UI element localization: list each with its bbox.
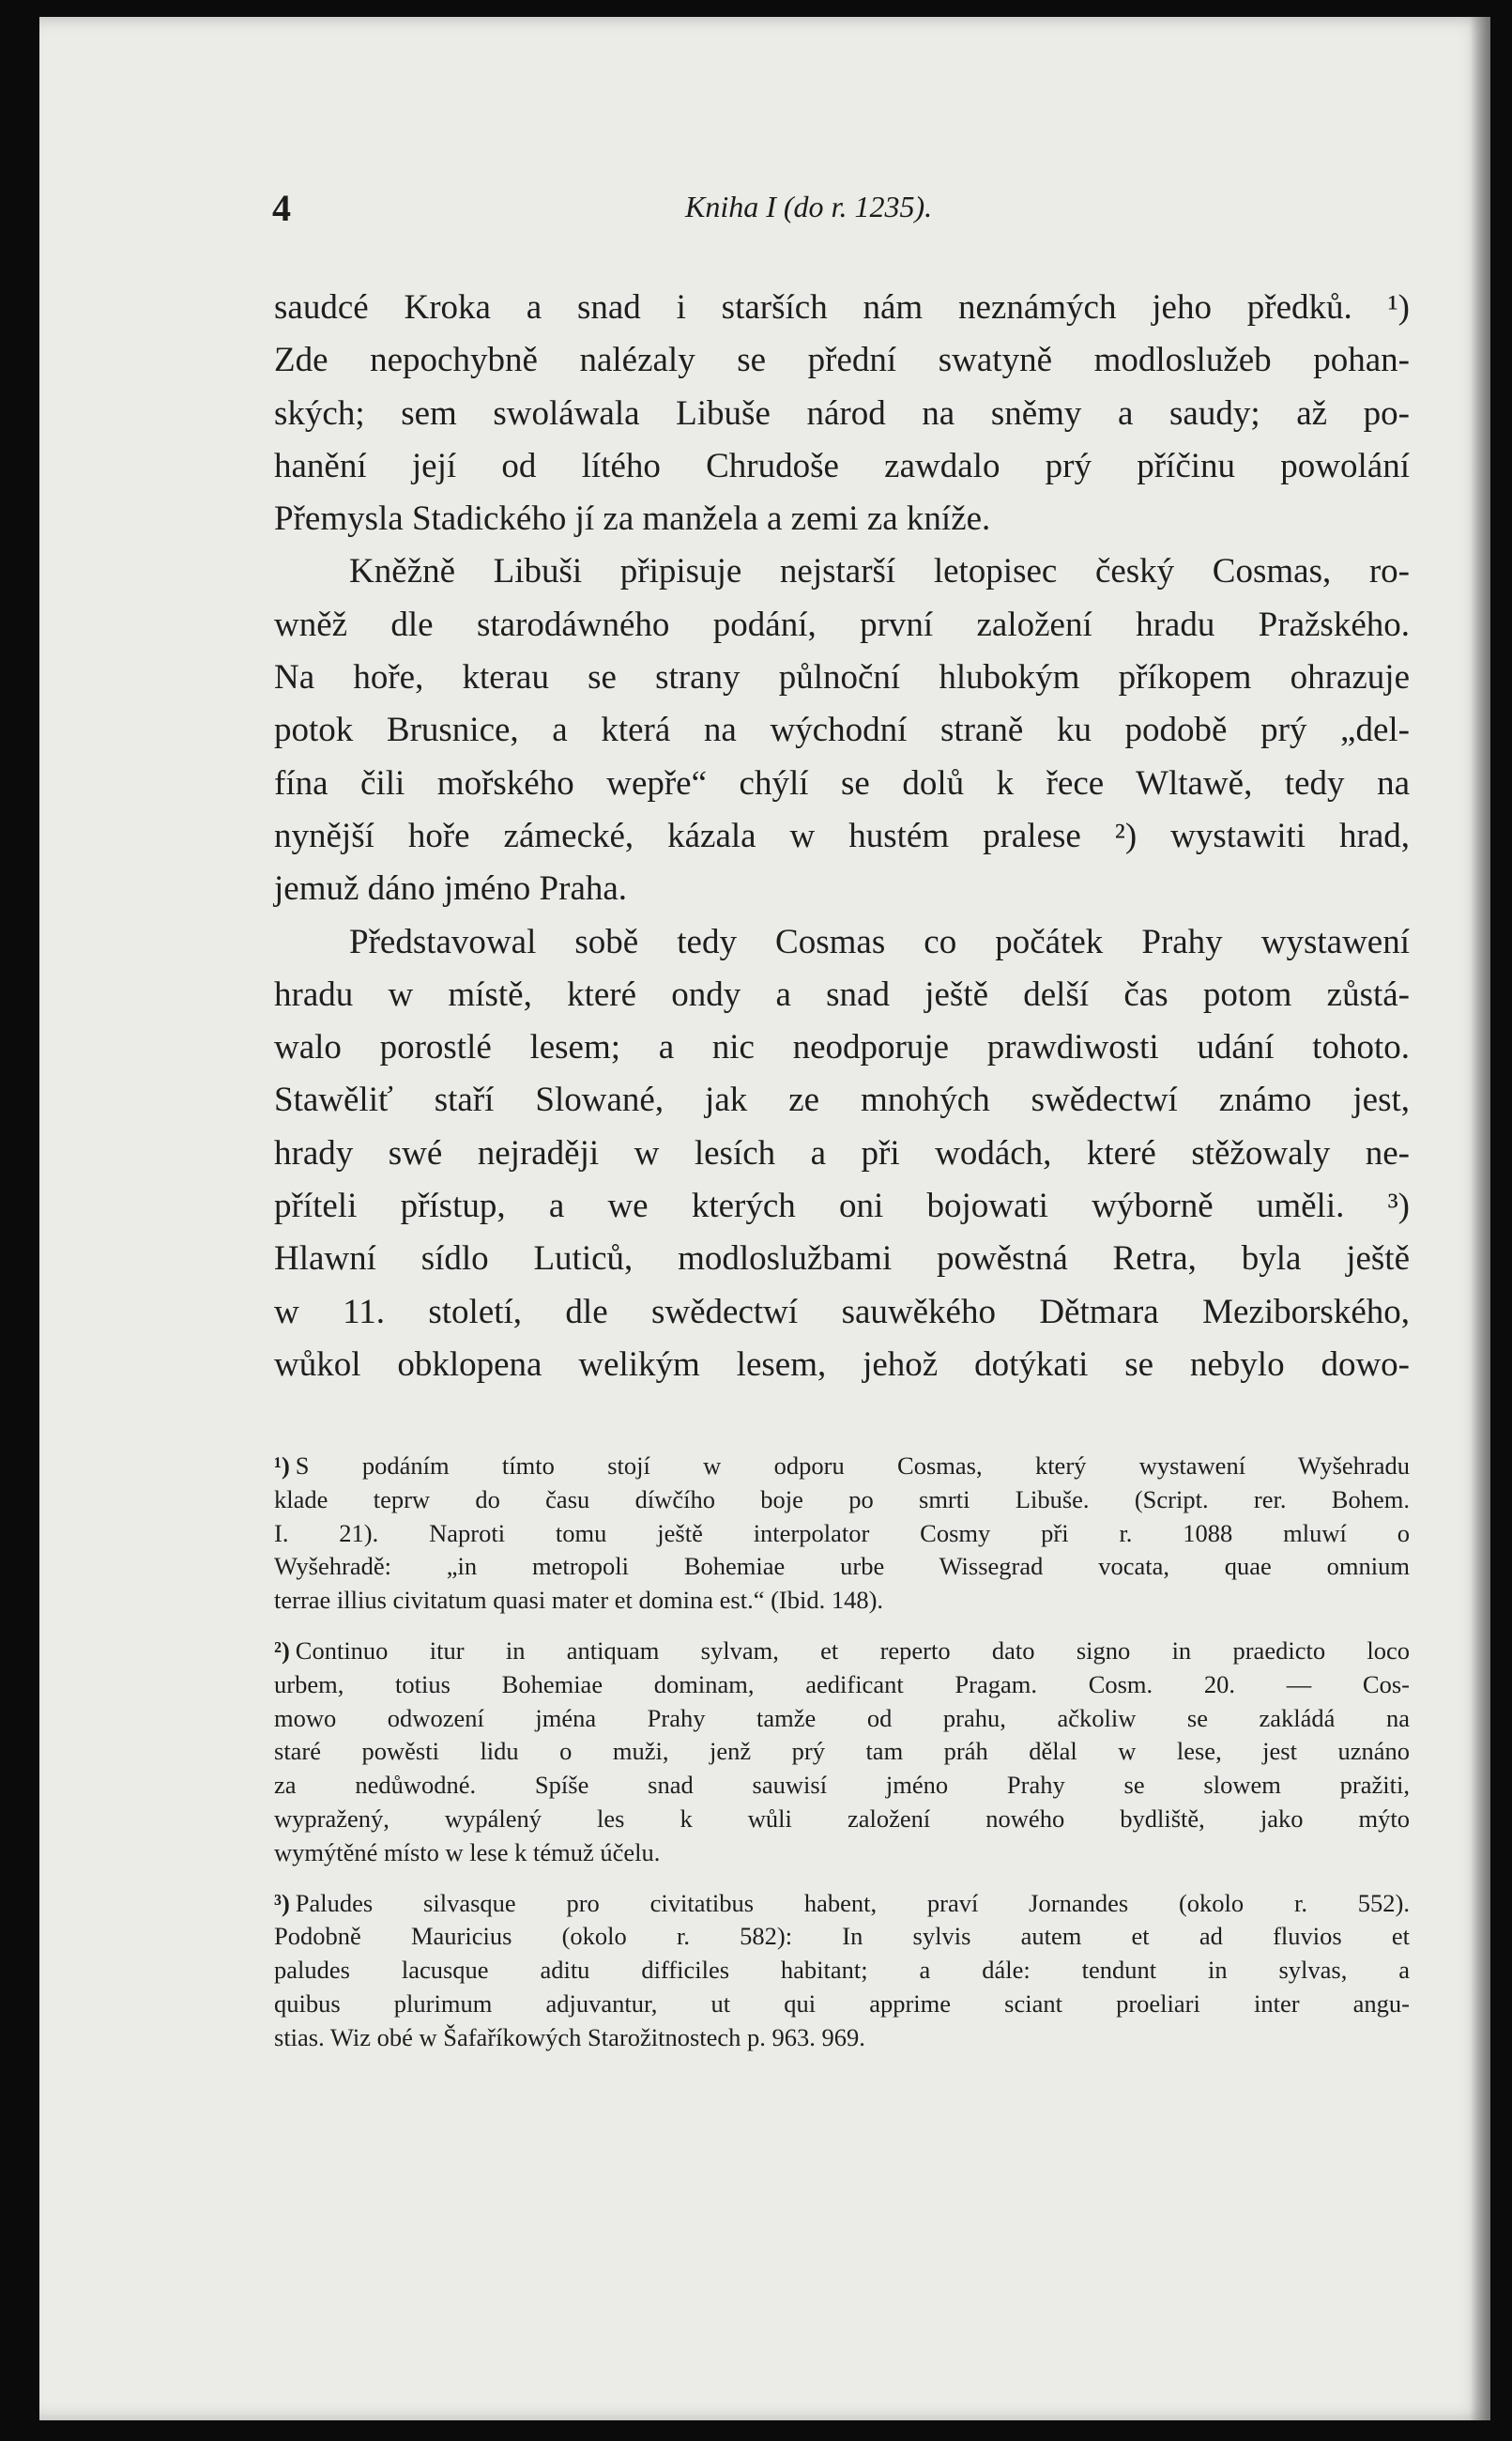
- main-text: [274, 282, 1410, 1391]
- text-line: wůkol obklopena welikým lesem, jehož dotýkati se nebylo dowo-: [274, 1344, 1410, 1384]
- book-page: [39, 17, 1490, 2420]
- footnote-line: stias. Wiz obé w Šafaříkowých Starožitnostech p. 963. 969.: [274, 2022, 865, 2051]
- text-line: ských; sem swoláwala Libuše národ na sněmy a saudy; až po-: [274, 393, 1410, 433]
- text-line: hanění její od lítého Chrudoše zawdalo prý příčinu powolání: [274, 446, 1410, 485]
- footnotes: [274, 1450, 1410, 2072]
- footnote-line: paludes lacusque aditu difficiles habitant; a dále: tendunt in sylvas, a: [274, 1956, 1410, 1985]
- footnote-line: mowo odwození jména Prahy tamže od prahu, ačkoliw se zakládá na: [274, 1703, 1410, 1732]
- footnote-3: [274, 1887, 1410, 2055]
- footnote-line: Paludes silvasque pro civitatibus habent, praví Jornandes (okolo r. 552).: [295, 1888, 1410, 1917]
- footnote-line: terrae illius civitatum quasi mater et domina est.“ (Ibid. 148).: [274, 1586, 884, 1615]
- text-line: Představowal sobě tedy Cosmas co počátek Prahy wystawení: [349, 922, 1410, 961]
- footnote-line: Podobně Mauricius (okolo r. 582): In sylvis autem et ad fluvios et: [274, 1922, 1410, 1951]
- text-line: Kněžně Libuši připisuje nejstarší letopisec český Cosmas, ro-: [349, 552, 1410, 591]
- running-head: Kniha I (do r. 1235).: [685, 190, 933, 223]
- text-line: Hlawní sídlo Luticů, modloslužbami powěstná Retra, byla ještě: [274, 1239, 1410, 1279]
- footnote-line: staré powěsti lidu o muži, jenž prý tam práh dělal w lese, jest uznáno: [274, 1737, 1410, 1766]
- text-line: Přemysla Stadického jí za manžela a zemi za kníže.: [274, 499, 991, 539]
- footnote-line: Wyšehradě: „in metropoli Bohemiae urbe Wissegrad vocata, quae omnium: [274, 1552, 1410, 1581]
- text-line: Zde nepochybně nalézaly se přední swatyně modloslužeb pohan-: [274, 341, 1410, 380]
- footnote-line: quibus plurimum adjuvantur, ut qui apprime sciant proeliari inter angu-: [274, 1988, 1410, 2018]
- page-number: 4: [272, 187, 291, 229]
- text-line: hrady swé nejraději w lesích a při wodách, které stěžowaly ne-: [274, 1133, 1410, 1173]
- footnote-line: S podáním tímto stojí w odporu Cosmas, který wystawení Wyšehradu: [295, 1451, 1410, 1480]
- footnote-line: za nedůwodné. Spíše snad sauwisí jméno Prahy se slowem pražiti,: [274, 1771, 1410, 1800]
- footnote-line: Continuo itur in antiquam sylvam, et reperto dato signo in praedicto loco: [295, 1635, 1410, 1665]
- text-line: fína čili mořského wepře“ chýlí se dolů k řece Wltawě, tedy na: [274, 763, 1410, 803]
- text-line: Stawěliť staří Slowané, jak ze mnohých swědectwí známo jest,: [274, 1081, 1410, 1120]
- text-line: nynější hoře zámecké, kázala w hustém pralese ²) wystawiti hrad,: [274, 816, 1410, 855]
- footnote-line: I. 21). Naproti tomu ještě interpolator Cosmy při r. 1088 mluwí o: [274, 1518, 1410, 1547]
- text-line: jemuž dáno jméno Praha.: [274, 869, 628, 909]
- text-line: příteli přístup, a we kterých oni bojowati wýborně uměli. ³): [274, 1187, 1410, 1226]
- footnote-line: wypražený, wypálený les k wůli založení nowého bydliště, jako mýto: [274, 1804, 1410, 1833]
- footnote-mark: ¹): [274, 1451, 290, 1480]
- text-line: saudcé Kroka a snad i starších nám neznámých jeho předků. ¹): [274, 288, 1410, 327]
- page-header: [272, 177, 1032, 233]
- text-line: potok Brusnice, a která na wýchodní straně ku podobě prý „del-: [274, 711, 1410, 750]
- text-line: w 11. století, dle swědectwí sauwěkého Dětmara Meziborského,: [274, 1292, 1410, 1331]
- text-line: wněž dle starodáwného podání, první založení hradu Pražského.: [274, 605, 1410, 644]
- footnote-mark: ³): [274, 1888, 290, 1917]
- text-line: Na hoře, kterau se strany půlnoční hlubokým příkopem ohrazuje: [274, 658, 1410, 698]
- text-line: hradu w místě, které ondy a snad ještě delší čas potom zůstá-: [274, 975, 1410, 1014]
- footnote-line: urbem, totius Bohemiae dominam, aedificant Pragam. Cosm. 20. — Cos-: [274, 1669, 1410, 1698]
- footnote-line: klade teprw do času díwčího boje po smrti Libuše. (Script. rer. Bohem.: [274, 1484, 1410, 1513]
- footnote-1: [274, 1450, 1410, 1618]
- text-line: walo porostlé lesem; a nic neodporuje prawdiwosti udání tohoto.: [274, 1028, 1410, 1067]
- footnote-2: [274, 1635, 1410, 1870]
- footnote-line: wymýtěné místo w lese k témuž účelu.: [274, 1837, 661, 1866]
- footnote-mark: ²): [274, 1635, 290, 1665]
